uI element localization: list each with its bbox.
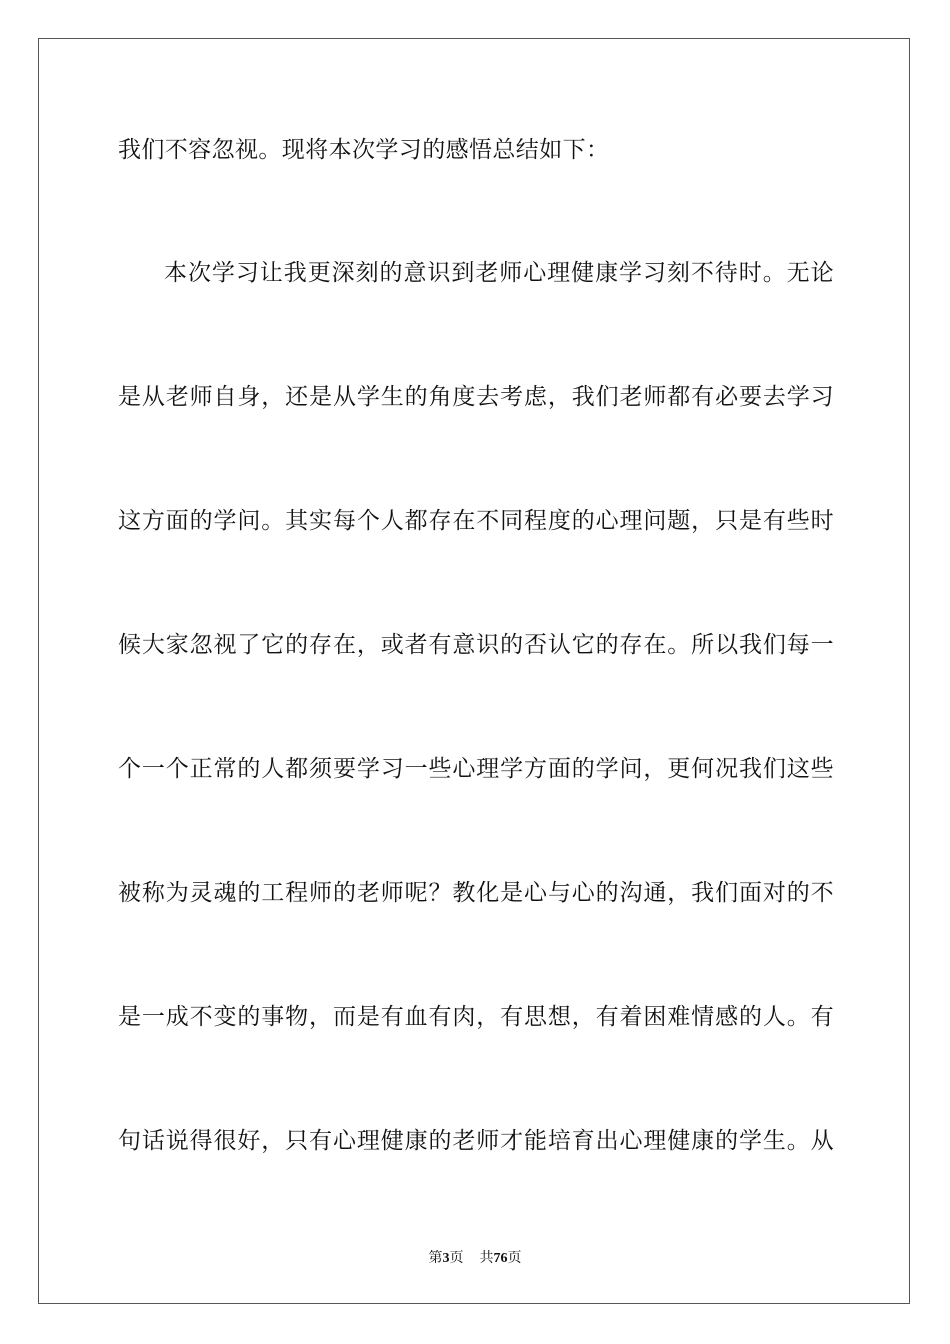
body-text-line-5: 候大家忽视了它的存在，或者有意识的否认它的存在。所以我们每一 [118, 632, 834, 658]
page-border [38, 38, 910, 1304]
body-text-line-2: 本次学习让我更深刻的意识到老师心理健康学习刻不待时。无论 [164, 260, 834, 286]
body-text-line-7: 被称为灵魂的工程师的老师呢？教化是心与心的沟通，我们面对的不 [118, 880, 834, 906]
page-suffix: 页 [449, 1250, 464, 1266]
body-text-line-8: 是一成不变的事物，而是有血有肉，有思想，有着困难情感的人。有 [118, 1004, 834, 1030]
body-text-line-9: 句话说得很好，只有心理健康的老师才能培育出心理健康的学生。从 [118, 1128, 834, 1154]
page-prefix: 第 [428, 1250, 443, 1266]
page-number: 3 [442, 1251, 450, 1266]
total-pages: 76 [493, 1251, 508, 1266]
body-text-line-3: 是从老师自身，还是从学生的角度去考虑，我们老师都有必要去学习 [118, 384, 834, 410]
body-text-line-6: 个一个正常的人都须要学习一些心理学方面的学问，更何况我们这些 [118, 756, 834, 782]
total-suffix: 页 [507, 1250, 522, 1266]
page-footer [0, 1248, 950, 1269]
total-prefix: 共 [479, 1250, 494, 1266]
body-text-line-1: 我们不容忽视。现将本次学习的感悟总结如下： [118, 137, 610, 163]
body-text-line-4: 这方面的学问。其实每个人都存在不同程度的心理问题，只是有些时 [118, 508, 834, 534]
